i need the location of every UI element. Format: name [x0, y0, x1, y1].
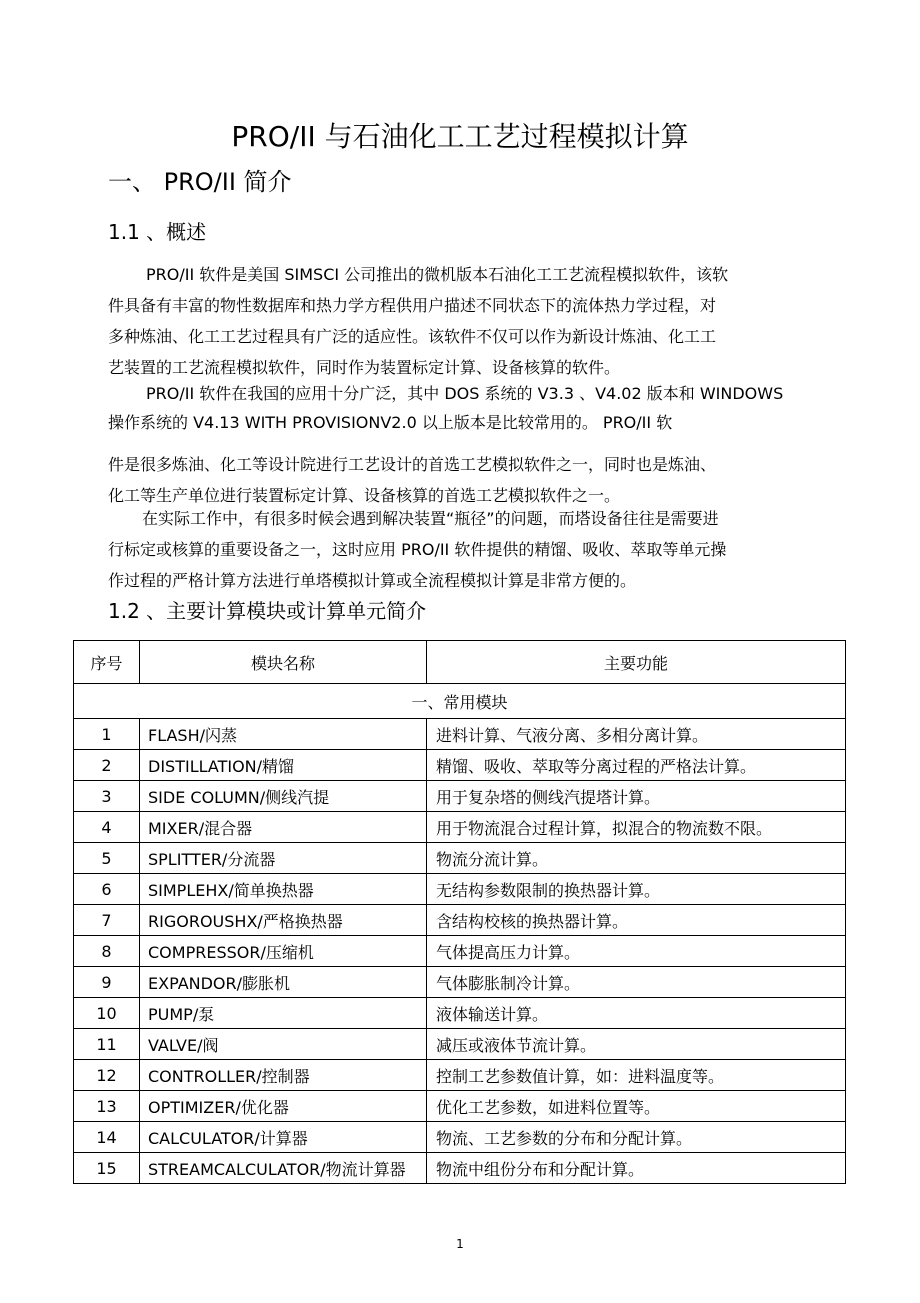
table-row [74, 967, 846, 998]
module-name: OPTIMIZER/优化器 [140, 1091, 427, 1122]
module-function: 物流分流计算。 [427, 843, 846, 874]
module-name: DISTILLATION/精馏 [140, 750, 427, 781]
table-row [74, 998, 846, 1029]
table-row [74, 750, 846, 781]
table-row [74, 719, 846, 750]
module-name: MIXER/混合器 [140, 812, 427, 843]
modules-table [73, 640, 846, 1184]
table-row [74, 1153, 846, 1184]
row-number: 9 [74, 967, 140, 998]
module-function: 精馏、吸收、萃取等分离过程的严格法计算。 [427, 750, 846, 781]
paragraph-overview [108, 259, 808, 383]
module-name: STREAMCALCULATOR/物流计算器 [140, 1153, 427, 1184]
section-heading: 一、 PRO/II 简介 [108, 168, 292, 196]
table-row [74, 812, 846, 843]
module-function: 优化工艺参数，如进料位置等。 [427, 1091, 846, 1122]
row-number: 6 [74, 874, 140, 905]
module-name: EXPANDOR/膨胀机 [140, 967, 427, 998]
module-name: SPLITTER/分流器 [140, 843, 427, 874]
row-number: 1 [74, 719, 140, 750]
row-number: 2 [74, 750, 140, 781]
module-function: 用于复杂塔的侧线汽提塔计算。 [427, 781, 846, 812]
section-label: 一、常用模块 [74, 684, 846, 719]
module-function: 气体膨胀制冷计算。 [427, 967, 846, 998]
row-number: 3 [74, 781, 140, 812]
table-section-row [74, 684, 846, 719]
subsection-heading-overview: 1.1 、概述 [108, 220, 207, 244]
module-function: 进料计算、气液分离、多相分离计算。 [427, 719, 846, 750]
module-name: CONTROLLER/控制器 [140, 1060, 427, 1091]
table-row [74, 843, 846, 874]
paragraph-line: 多种炼油、化工工艺过程具有广泛的适应性。该软件不仅可以作为新设计炼油、化工工 [108, 327, 717, 346]
row-number: 5 [74, 843, 140, 874]
module-name: SIDE COLUMN/侧线汽提 [140, 781, 427, 812]
module-function: 含结构校核的换热器计算。 [427, 905, 846, 936]
table-row [74, 936, 846, 967]
module-function: 气体提高压力计算。 [427, 936, 846, 967]
page-title: PRO/II 与石油化工工艺过程模拟计算 [231, 120, 689, 153]
paragraph-line: 在实际工作中，有很多时候会遇到解决装置“瓶径”的问题，而塔设备往往是需要进 [142, 509, 719, 528]
row-number: 11 [74, 1029, 140, 1060]
paragraph-line: 件具备有丰富的物性数据库和热力学方程供用户描述不同状态下的流体热力学过程，对 [108, 296, 717, 315]
module-function: 无结构参数限制的换热器计算。 [427, 874, 846, 905]
module-function: 控制工艺参数值计算，如：进料温度等。 [427, 1060, 846, 1091]
paragraph-practice [108, 503, 808, 596]
paragraph-line: PRO/II 软件在我国的应用十分广泛，其中 DOS 系统的 V3.3 、V4.02 版本和 WINDOWS [146, 384, 784, 403]
paragraph-line: 作过程的严格计算方法进行单塔模拟计算或全流程模拟计算是非常方便的。 [108, 571, 637, 590]
paragraph-line: 件是很多炼油、化工等设计院进行工艺设计的首选工艺模拟软件之一，同时也是炼油、 [108, 455, 717, 474]
table-header-row [74, 641, 846, 684]
row-number: 13 [74, 1091, 140, 1122]
module-name: SIMPLEHX/简单换热器 [140, 874, 427, 905]
module-function: 用于物流混合过程计算，拟混合的物流数不限。 [427, 812, 846, 843]
row-number: 8 [74, 936, 140, 967]
paragraph-line: 化工等生产单位进行装置标定计算、设备核算的首选工艺模拟软件之一。 [108, 486, 621, 505]
table-row [74, 1060, 846, 1091]
row-number: 4 [74, 812, 140, 843]
module-name: VALVE/阀 [140, 1029, 427, 1060]
table-row [74, 1091, 846, 1122]
module-name: CALCULATOR/计算器 [140, 1122, 427, 1153]
row-number: 12 [74, 1060, 140, 1091]
column-header-module-name: 模块名称 [140, 641, 427, 684]
module-name: FLASH/闪蒸 [140, 719, 427, 750]
module-name: PUMP/泵 [140, 998, 427, 1029]
module-function: 物流中组份分布和分配计算。 [427, 1153, 846, 1184]
paragraph-usage [108, 378, 808, 511]
module-function: 液体输送计算。 [427, 998, 846, 1029]
module-name: COMPRESSOR/压缩机 [140, 936, 427, 967]
table-row [74, 1029, 846, 1060]
table-row [74, 781, 846, 812]
module-name: RIGOROUSHX/严格换热器 [140, 905, 427, 936]
row-number: 15 [74, 1153, 140, 1184]
table-row [74, 874, 846, 905]
paragraph-line: 操作系统的 V4.13 WITH PROVISIONV2.0 以上版本是比较常用的。 PRO/II 软 [108, 413, 673, 432]
table-row [74, 1122, 846, 1153]
module-function: 减压或液体节流计算。 [427, 1029, 846, 1060]
paragraph-line: 行标定或核算的重要设备之一，这时应用 PRO/II 软件提供的精馏、吸收、萃取等单元操 [108, 540, 727, 559]
page-number: 1 [456, 1237, 464, 1251]
column-header-function: 主要功能 [427, 641, 846, 684]
subsection-heading-modules: 1.2 、主要计算模块或计算单元简介 [108, 599, 427, 623]
table-row [74, 905, 846, 936]
module-function: 物流、工艺参数的分布和分配计算。 [427, 1122, 846, 1153]
paragraph-line: PRO/II 软件是美国 SIMSCI 公司推出的微机版本石油化工工艺流程模拟软件，该软 [146, 265, 729, 284]
paragraph-line: 艺装置的工艺流程模拟软件，同时作为装置标定计算、设备核算的软件。 [108, 358, 621, 377]
column-header-number: 序号 [74, 641, 140, 684]
row-number: 7 [74, 905, 140, 936]
row-number: 10 [74, 998, 140, 1029]
row-number: 14 [74, 1122, 140, 1153]
